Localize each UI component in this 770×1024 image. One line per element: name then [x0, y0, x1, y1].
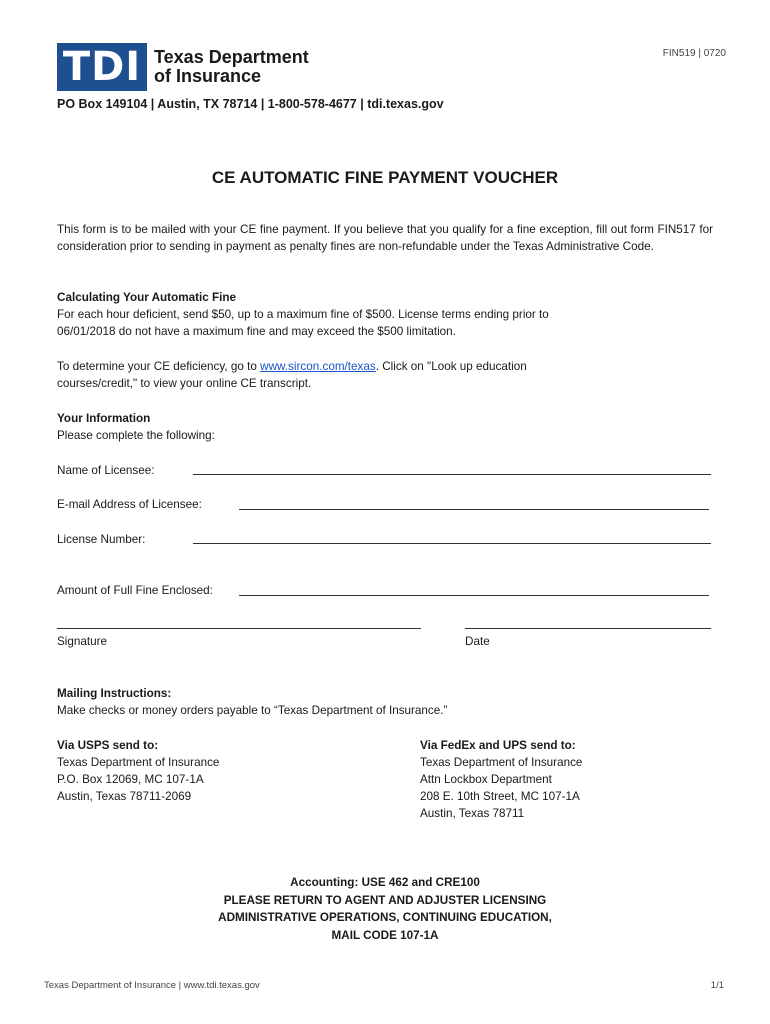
- date-field[interactable]: [465, 628, 711, 629]
- intro-paragraph: This form is to be mailed with your CE fine payment. If you believe that you qualify for a fine exception, fill out form FIN517 for consideration prior to sending in payment as penalty fines are non-refundable under the Texas Administrative Code.: [57, 223, 713, 253]
- name-label: Name of Licensee:: [57, 464, 155, 477]
- license-field[interactable]: [193, 543, 711, 544]
- accounting-line-4: MAIL CODE 107-1A: [331, 928, 439, 942]
- mailing-heading: Mailing Instructions:: [57, 687, 172, 700]
- footer-text: Texas Department of Insurance | www.tdi.texas.gov: [44, 980, 260, 991]
- deficiency-section: [57, 358, 713, 392]
- usps-line-2: P.O. Box 12069, MC 107-1A: [57, 773, 204, 786]
- accounting-line-2: PLEASE RETURN TO AGENT AND ADJUSTER LICENSING: [223, 893, 547, 907]
- usps-line-1: Texas Department of Insurance: [57, 756, 220, 769]
- fedex-heading: Via FedEx and UPS send to:: [420, 739, 576, 752]
- info-heading: Your Information: [57, 412, 151, 425]
- name-field[interactable]: [193, 474, 711, 475]
- fedex-block: [420, 737, 582, 822]
- signature-label: Signature: [57, 635, 108, 648]
- deficiency-suffix: . Click on "Look up education: [375, 360, 527, 373]
- calc-heading: Calculating Your Automatic Fine: [57, 291, 237, 304]
- deficiency-prefix: To determine your CE deficiency, go to: [57, 360, 261, 373]
- amount-field[interactable]: [239, 595, 709, 596]
- accounting-line-3: ADMINISTRATIVE OPERATIONS, CONTINUING EDUCATION,: [218, 911, 552, 924]
- agency-address: PO Box 149104 | Austin, TX 78714 | 1-800-578-4677 | tdi.texas.gov: [57, 97, 444, 111]
- logo-line-1: Texas Department: [154, 47, 309, 67]
- email-field[interactable]: [239, 509, 709, 510]
- accounting-block: [0, 874, 770, 944]
- calc-section: [57, 289, 713, 340]
- mailing-section: [57, 685, 713, 719]
- signature-field[interactable]: [57, 628, 421, 629]
- fedex-line-1: Texas Department of Insurance: [420, 756, 583, 769]
- logo-line-2: of Insurance: [154, 66, 262, 86]
- calc-line-1: For each hour deficient, send $50, up to a maximum fine of $500. License terms ending prior to: [57, 308, 549, 321]
- accounting-line-1: Accounting: USE 462 and CRE100: [290, 876, 480, 889]
- logo-wordmark: [154, 48, 309, 86]
- license-label: License Number:: [57, 533, 146, 546]
- usps-heading: Via USPS send to:: [57, 739, 159, 752]
- email-label: E-mail Address of Licensee:: [57, 498, 202, 511]
- fedex-line-4: Austin, Texas 78711: [420, 807, 525, 820]
- deficiency-line-1: [57, 358, 713, 375]
- usps-line-3: Austin, Texas 78711-2069: [57, 790, 192, 803]
- fedex-line-3: 208 E. 10th Street, MC 107-1A: [420, 790, 580, 803]
- info-section: [57, 410, 713, 444]
- form-id: FIN519 | 0720: [662, 48, 726, 59]
- sircon-link[interactable]: www.sircon.com/texas: [260, 360, 376, 373]
- mailing-sub: Make checks or money orders payable to “Texas Department of Insurance.”: [57, 704, 448, 717]
- page-title: CE AUTOMATIC FINE PAYMENT VOUCHER: [211, 168, 559, 187]
- fedex-line-2: Attn Lockbox Department: [420, 773, 552, 786]
- amount-label: Amount of Full Fine Enclosed:: [57, 584, 213, 597]
- info-sub: Please complete the following:: [57, 429, 215, 442]
- page-number: 1/1: [710, 980, 724, 991]
- usps-block: [57, 737, 219, 805]
- date-label: Date: [465, 635, 490, 648]
- deficiency-line-2: courses/credit," to view your online CE transcript.: [57, 377, 312, 390]
- calc-line-2: 06/01/2018 do not have a maximum fine and may exceed the $500 limitation.: [57, 325, 456, 338]
- tdi-logo: TDI: [57, 43, 147, 91]
